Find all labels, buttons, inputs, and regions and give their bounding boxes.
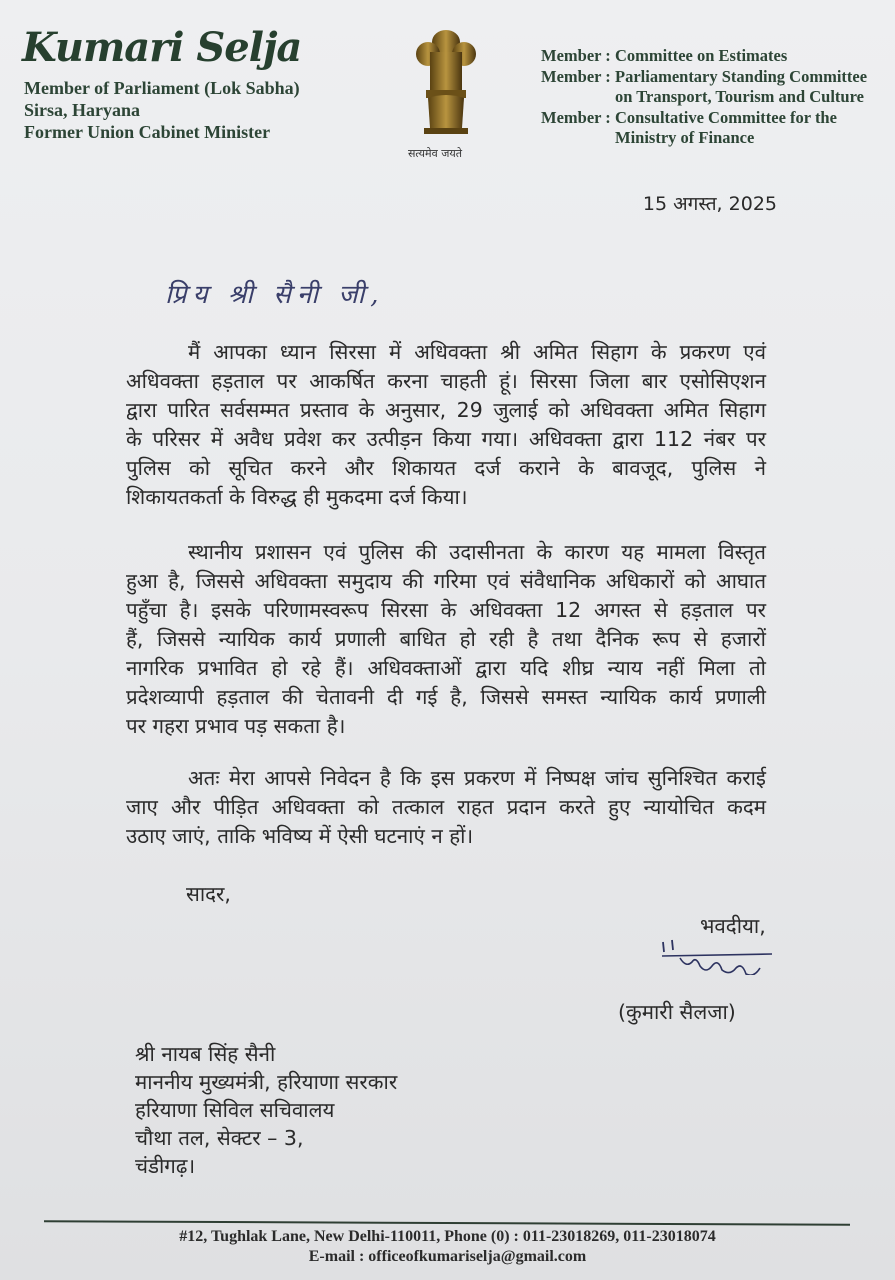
paragraph-3: अतः मेरा आपसे निवेदन है कि इस प्रकरण में निष्पक्ष जांच सुनिश्चित कराई जाए और पीड़ित अधिवक्ता को तत्काल राहत प्रदान करते हुए न्यायोचित कदम उठाए जाएं, ताकि भविष्य में ऐसी घटनाएं न हों। bbox=[126, 766, 766, 848]
footer-email: E-mail : officeofkumariselja@gmail.com bbox=[308, 1248, 587, 1265]
letterhead-titles bbox=[24, 77, 300, 143]
footer-address: #12, Tughlak Lane, New Delhi-110011, Phone (0) : 011-23018269, 011-23018074 bbox=[179, 1228, 716, 1245]
recipient-address: श्री नायब सिंह सैनी माननीय मुख्यमंत्री, हरियाणा सरकार हरियाणा सिविल सचिवालय चौथा तल, सेक्टर – 3, चंडीगढ़। bbox=[135, 1042, 398, 1178]
letterhead-name: Kumari Selja bbox=[22, 24, 302, 71]
closing: सादर, bbox=[186, 882, 231, 906]
membership-item: Member : Committee on Estimates bbox=[541, 46, 788, 65]
paragraph-1: मैं आपका ध्यान सिरसा में अधिवक्ता श्री अमित सिहाग के प्रकरण एवं अधिवक्ता हड़ताल पर आकर्षित करना चाहती हूं। सिरसा जिला बार एसोसिएशन द्वारा पारित सर्वसम्मत प्रस्ताव के अनुसार, 29 जुलाई को अधिवक्ता अमित सिहाग के परिसर में अवैध प्रवेश कर उत्पीड़न किया गया। अधिवक्ता द्वारा 112 नंबर पर पुलिस को सूचित करने और शिकायत दर्ज कराने के बावजूद, पुलिस ने शिकायतकर्ता के विरुद्ध ही मुकदमा दर्ज किया। bbox=[126, 340, 766, 509]
membership-item: Member : Consultative Committee for the bbox=[541, 107, 837, 127]
emblem-motto: सत्यमेव जयते bbox=[408, 147, 463, 160]
membership-item: Member : Parliamentary Standing Committee bbox=[541, 66, 868, 86]
title-line: Member of Parliament (Lok Sabha) bbox=[24, 78, 300, 98]
paragraph-2: स्थानीय प्रशासन एवं पुलिस की उदासीनता के कारण यह मामला विस्तृत हुआ है, जिससे अधिवक्ता समुदाय की गरिमा एवं संवैधानिक अधिकारों को आघात पहुँचा है। इसके परिणामस्वरूप सिरसा के अधिवक्ता 12 अगस्त से हड़ताल पर हैं, जिससे न्यायिक कार्य प्रणाली बाधित हो रही है तथा दैनिक रूप से हजारों नागरिक प्रभावित हो रहे हैं। अधिवक्ताओं द्वारा यदि शीघ्र न्याय नहीं मिला तो प्रदेशव्यापी हड़ताल की चेतावनी दी गई है, जिससे समस्त न्यायिक कार्य प्रणाली पर गहरा प्रभाव पड़ सकता है। bbox=[126, 540, 766, 738]
footer-divider bbox=[44, 1220, 850, 1226]
letter-date: 15 अगस्त, 2025 bbox=[642, 193, 777, 215]
sign-off: भवदीया, bbox=[700, 914, 766, 938]
handwritten-salutation: प्रिय श्री सैनी जी, bbox=[165, 280, 385, 310]
signatory-name: (कुमारी सैलजा) bbox=[618, 1000, 736, 1024]
footer bbox=[0, 1227, 895, 1267]
national-emblem-icon bbox=[404, 28, 488, 140]
handwritten-signature bbox=[660, 930, 775, 975]
title-line: Former Union Cabinet Minister bbox=[24, 122, 271, 142]
title-line: Sirsa, Haryana bbox=[24, 100, 141, 120]
memberships: Member : Committee on Estimates Member : Parliamentary Standing Committee on Transport, Tourism and Culture Member : Consultative Committee for the Ministry of Finance bbox=[541, 46, 868, 147]
